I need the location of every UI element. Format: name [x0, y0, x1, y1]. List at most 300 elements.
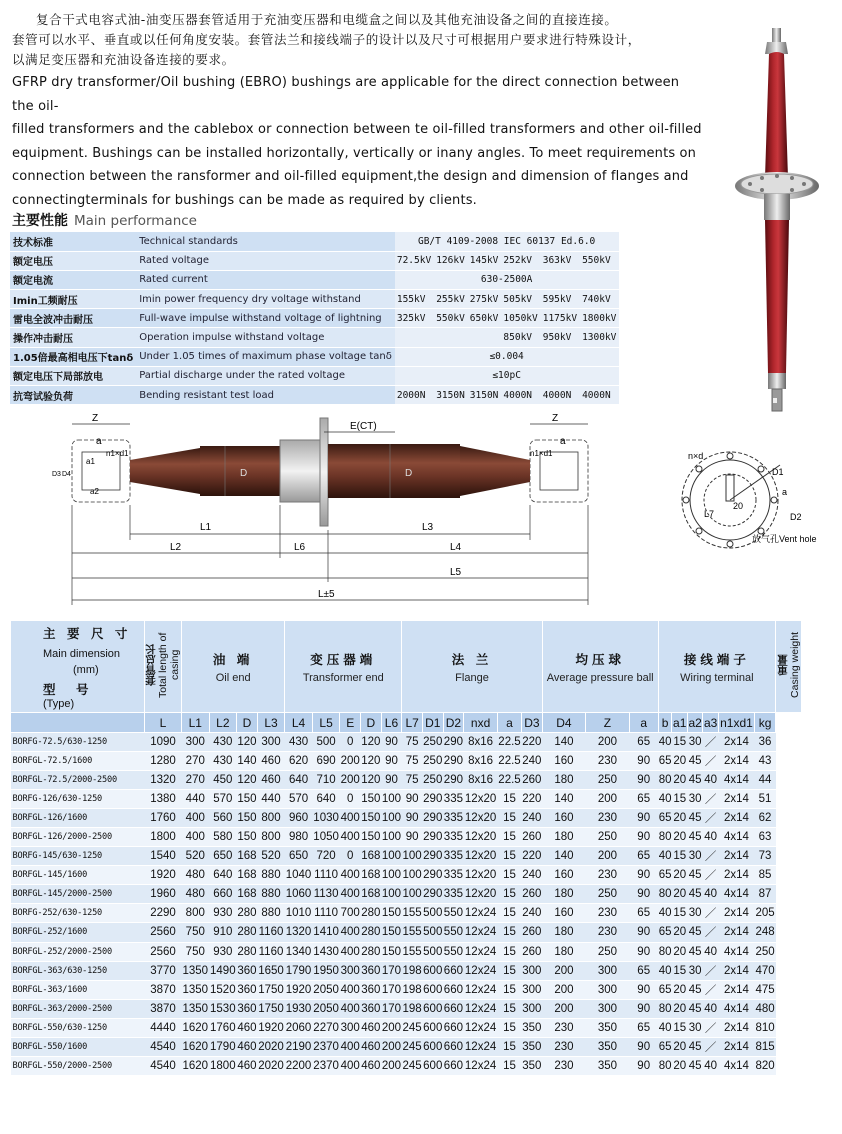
dimension-cell: 280	[237, 942, 258, 961]
dimension-cell: 150	[361, 790, 382, 809]
dimension-cell: 750	[182, 942, 210, 961]
performance-value: 650kV	[468, 309, 502, 328]
dimension-cell: 200	[542, 961, 586, 980]
column-header: D2	[443, 713, 464, 733]
dimension-cell: 4x14	[718, 999, 754, 1018]
dimension-cell: 245	[402, 1037, 423, 1056]
dimension-cell: 15	[497, 961, 521, 980]
dimension-cell: 1620	[182, 1037, 210, 1056]
dimension-cell: 930	[209, 904, 237, 923]
dimension-cell: 660	[443, 961, 464, 980]
dimension-cell: 300	[586, 999, 630, 1018]
performance-item-en: Bending resistant test load	[136, 386, 395, 405]
dimension-cell: 2020	[257, 1037, 285, 1056]
dimension-cell: 350	[522, 1018, 543, 1037]
dimension-cell: ／	[703, 866, 718, 885]
dimension-cell: 460	[361, 1018, 382, 1037]
dimension-cell: 335	[443, 828, 464, 847]
dimension-cell: 600	[422, 1056, 443, 1075]
performance-item-en: Rated current	[136, 270, 395, 289]
dimension-cell: 245	[402, 1018, 423, 1037]
dimension-cell: 65	[629, 847, 658, 866]
dimension-cell: 90	[629, 885, 658, 904]
dimension-cell: 290	[422, 866, 443, 885]
dimension-cell: 290	[443, 771, 464, 790]
dimension-cell: 200	[586, 847, 630, 866]
label-D3: D3	[52, 471, 61, 478]
dimension-cell: 230	[586, 923, 630, 942]
performance-value: 145kV	[468, 251, 502, 270]
dimension-cell: 85	[755, 866, 776, 885]
dimension-cell: 710	[312, 771, 340, 790]
column-header: L4	[285, 713, 313, 733]
dimension-cell: 65	[658, 1037, 672, 1056]
dimension-cell: 20	[672, 999, 687, 1018]
dimension-cell: 2050	[312, 999, 340, 1018]
dimension-cell: 1790	[209, 1037, 237, 1056]
bushing-dimension-drawing	[50, 410, 660, 615]
dimension-cell: 4x14	[718, 828, 754, 847]
dimension-cell: 290	[422, 828, 443, 847]
dimension-cell: 460	[237, 1018, 258, 1037]
performance-row	[10, 232, 619, 251]
intro-en-line: filled transformers and the cablebox or connection between te oil-filled transformers and other oil-filled	[12, 122, 702, 137]
dimension-cell: 12x24	[464, 999, 498, 1018]
column-header: L2	[209, 713, 237, 733]
dimension-cell: 930	[209, 942, 237, 961]
dimension-cell: 20	[672, 828, 687, 847]
dimension-cell: 20	[672, 885, 687, 904]
column-header: n1xd1	[718, 713, 754, 733]
dimension-cell: 12x20	[464, 866, 498, 885]
dimension-cell: 280	[361, 942, 382, 961]
dimension-cell: 640	[312, 790, 340, 809]
dimension-cell: 30	[687, 904, 702, 923]
dimension-cell: 1090	[145, 733, 182, 752]
dimension-cell: 40	[703, 1056, 718, 1075]
main-dimension-en: Main dimension	[43, 647, 121, 660]
performance-item-cn: Imin工频耐压	[10, 290, 136, 309]
dimension-cell: 200	[586, 790, 630, 809]
dimension-cell: 520	[257, 847, 285, 866]
dimension-cell: 300	[340, 961, 361, 980]
dimension-cell: ／	[703, 752, 718, 771]
type-cell: BORFGL-550/630-1250	[11, 1018, 145, 1037]
label-L1: L1	[200, 522, 212, 533]
dimension-cell: 198	[402, 961, 423, 980]
dimension-cell: 15	[497, 942, 521, 961]
dimension-cell: 300	[257, 733, 285, 752]
performance-value: 363kV	[541, 251, 580, 270]
dimension-cell: 350	[522, 1037, 543, 1056]
dimension-cell: 1160	[257, 942, 285, 961]
dimension-cell: 550	[443, 942, 464, 961]
table-row	[11, 771, 802, 790]
dimension-cell: 15	[672, 733, 687, 752]
performance-item-cn: 抗弯试验负荷	[10, 386, 136, 405]
flange-en: Flange	[455, 671, 489, 684]
column-header: L7	[402, 713, 423, 733]
dimension-cell: 1320	[285, 923, 313, 942]
column-header: a1	[672, 713, 687, 733]
performance-value: 1800kV	[580, 309, 619, 328]
table-row	[11, 999, 802, 1018]
dimension-cell: 200	[381, 1018, 402, 1037]
dimension-cell: 205	[755, 904, 776, 923]
dimension-cell: 90	[629, 1037, 658, 1056]
dimension-cell: 65	[629, 961, 658, 980]
table-row	[11, 809, 802, 828]
table-row	[11, 847, 802, 866]
dimension-cell: 430	[285, 733, 313, 752]
dimension-cell: 220	[522, 733, 543, 752]
dimension-cell: 15	[672, 790, 687, 809]
dimension-cell: 80	[658, 999, 672, 1018]
dimension-cell: 240	[522, 752, 543, 771]
dimension-cell: 168	[237, 847, 258, 866]
performance-item-cn: 操作冲击耐压	[10, 328, 136, 347]
dimension-cell: 100	[381, 790, 402, 809]
pressure-ball-header	[542, 621, 658, 713]
dimension-cell: 910	[209, 923, 237, 942]
flange-label-20: 20	[733, 501, 744, 511]
dimension-cell: ／	[703, 847, 718, 866]
label-L: L±5	[318, 589, 335, 600]
dimension-cell: 200	[381, 1056, 402, 1075]
dimension-cell: 20	[672, 1037, 687, 1056]
dimension-cell: 150	[237, 790, 258, 809]
dimension-cell: 170	[381, 961, 402, 980]
dimension-cell: 12x24	[464, 1056, 498, 1075]
dimension-cell: 1130	[312, 885, 340, 904]
dimension-cell: 230	[542, 1037, 586, 1056]
dimension-cell: 65	[629, 1018, 658, 1037]
dimension-cell: 45	[687, 942, 702, 961]
dimension-cell: 40	[703, 942, 718, 961]
dimension-cell: 2270	[312, 1018, 340, 1037]
dimension-cell: 12x24	[464, 942, 498, 961]
dimension-cell: 260	[522, 942, 543, 961]
dimension-cell: 1620	[182, 1056, 210, 1075]
performance-value: 1300kV	[580, 328, 619, 347]
dimension-cell: ／	[703, 790, 718, 809]
dimension-cell: 640	[209, 866, 237, 885]
dimension-cell: 270	[182, 752, 210, 771]
dimension-cell: ／	[703, 923, 718, 942]
dimension-cell: 260	[522, 885, 543, 904]
type-header-en: (Type)	[43, 697, 75, 710]
dimension-cell: 15	[497, 980, 521, 999]
dimension-cell: 360	[237, 999, 258, 1018]
dimension-cell: 1030	[312, 809, 340, 828]
flange-vent-hole-label: 放气孔Vent hole	[752, 534, 817, 544]
dimension-cell: 250	[422, 733, 443, 752]
dimension-cell: 40	[658, 847, 672, 866]
dimension-cell: 260	[522, 771, 543, 790]
dimension-cell: 90	[629, 999, 658, 1018]
dimension-cell: 2290	[145, 904, 182, 923]
column-header: a	[629, 713, 658, 733]
dimension-cell: 200	[586, 733, 630, 752]
column-header: L6	[381, 713, 402, 733]
dimension-cell: 400	[340, 1037, 361, 1056]
dimension-cell: ／	[703, 961, 718, 980]
dimension-cell: 1350	[182, 980, 210, 999]
dimension-cell: 140	[542, 847, 586, 866]
dimension-cell: 140	[542, 733, 586, 752]
dimension-cell: 250	[586, 942, 630, 961]
dimension-cell: 15	[497, 847, 521, 866]
type-cell: BORFGL-72.5/2000-2500	[11, 771, 145, 790]
dimension-cell: 200	[542, 999, 586, 1018]
dimension-cell: 80	[658, 828, 672, 847]
performance-item-cn: 额定电压下局部放电	[10, 366, 136, 385]
dimension-cell: 15	[497, 1056, 521, 1075]
dimension-cell: 2x14	[718, 980, 754, 999]
dimension-cell: 155	[402, 942, 423, 961]
label-L4: L4	[450, 542, 462, 553]
dimension-cell: 480	[182, 885, 210, 904]
dimension-cell: 1110	[312, 866, 340, 885]
dimension-cell: 460	[237, 1056, 258, 1075]
performance-value: 275kV	[468, 290, 502, 309]
oil-end-en: Oil end	[215, 671, 251, 684]
performance-value: 740kV	[580, 290, 619, 309]
dimension-cell: 63	[755, 828, 776, 847]
dimension-cell: 8x16	[464, 733, 498, 752]
dimension-cell: 87	[755, 885, 776, 904]
column-header: b	[658, 713, 672, 733]
flange-label-D1: D1	[772, 467, 784, 477]
dimension-cell: 570	[209, 790, 237, 809]
dimension-cell: 360	[237, 961, 258, 980]
dimension-cell: 2x14	[718, 1037, 754, 1056]
type-cell: BORFGL-252/2000-2500	[11, 942, 145, 961]
column-header: L1	[182, 713, 210, 733]
performance-value: 630-2500A	[395, 270, 620, 289]
dimension-cell: 0	[340, 733, 361, 752]
dimension-cell: 90	[629, 942, 658, 961]
dimension-cell: 335	[443, 790, 464, 809]
type-cell: BORFGL-363/2000-2500	[11, 999, 145, 1018]
dimension-cell: 1760	[209, 1018, 237, 1037]
dimension-cell: 15	[672, 961, 687, 980]
dimension-cell: 200	[340, 771, 361, 790]
dimension-cell: 810	[755, 1018, 776, 1037]
dimension-cell: 660	[443, 1056, 464, 1075]
performance-title-cn: 主要性能	[12, 213, 68, 229]
oil-end-cn: 油 端	[212, 652, 254, 667]
dimension-cell: 280	[237, 904, 258, 923]
dimension-cell: 150	[237, 828, 258, 847]
dimension-cell: 4x14	[718, 1056, 754, 1075]
dimension-cell: 2x14	[718, 847, 754, 866]
dimension-cell: 980	[285, 828, 313, 847]
performance-item-en: Operation impulse withstand voltage	[136, 328, 395, 347]
dimension-cell: 290	[422, 847, 443, 866]
dimension-cell: 600	[422, 999, 443, 1018]
dimension-cell: 43	[755, 752, 776, 771]
dimension-cell: 15	[497, 1018, 521, 1037]
performance-value: 3150N	[434, 386, 468, 405]
dimension-cell: 45	[687, 752, 702, 771]
dimension-cell: 2x14	[718, 866, 754, 885]
dimension-cell: 290	[422, 885, 443, 904]
performance-value: 550kV	[434, 309, 468, 328]
label-L5: L5	[450, 567, 462, 578]
dimension-cell: 660	[209, 885, 237, 904]
flange-label-nxd: n×d	[688, 451, 704, 461]
dimension-cell: 300	[522, 980, 543, 999]
dimension-cell: 15	[497, 866, 521, 885]
performance-value: 850kV	[501, 328, 540, 347]
performance-item-en: Partial discharge under the rated voltage	[136, 366, 395, 385]
table-row	[11, 733, 802, 752]
dimension-cell: 550	[443, 904, 464, 923]
dimension-cell: 15	[497, 1037, 521, 1056]
performance-value: 325kV	[395, 309, 434, 328]
dimension-cell: 230	[542, 1018, 586, 1037]
dimension-cell: 15	[672, 847, 687, 866]
dimension-cell: 400	[182, 809, 210, 828]
flange-label-L7: L7	[704, 509, 715, 519]
dimension-cell: 120	[361, 733, 382, 752]
type-cell: BORFG-145/630-1250	[11, 847, 145, 866]
weight-en: Casing weight	[788, 632, 801, 698]
dimension-cell: 360	[361, 961, 382, 980]
dimension-cell: 400	[340, 828, 361, 847]
dimension-cell: 3770	[145, 961, 182, 980]
dimension-cell: 220	[522, 790, 543, 809]
dimension-cell: 400	[340, 942, 361, 961]
dimension-cell: 150	[381, 923, 402, 942]
dimension-cell: 350	[522, 1056, 543, 1075]
performance-value: 4000N	[541, 386, 580, 405]
dimension-cell: 520	[182, 847, 210, 866]
dimension-cell: 40	[658, 904, 672, 923]
dimension-cell: 100	[381, 828, 402, 847]
dimension-cell: 1320	[145, 771, 182, 790]
total-length-header	[145, 621, 182, 713]
dimension-cell: 40	[658, 733, 672, 752]
dimension-cell: 1280	[145, 752, 182, 771]
dimension-cell: 90	[402, 809, 423, 828]
dimension-cell: 12x24	[464, 980, 498, 999]
dimension-cell: 1350	[182, 999, 210, 1018]
intro-en-line: equipment. Bushings can be installed horizontally, vertically or inany angles. To meet requirements on	[12, 145, 697, 161]
type-header-cn: 型 号	[43, 682, 93, 697]
dimension-cell: 1800	[209, 1056, 237, 1075]
dimension-cell: 65	[658, 980, 672, 999]
dimension-cell: 4x14	[718, 942, 754, 961]
dimension-cell: 2x14	[718, 904, 754, 923]
label-ECT: E(CT)	[350, 421, 377, 432]
dimension-cell: 260	[522, 923, 543, 942]
performance-item-cn: 额定电压	[10, 251, 136, 270]
performance-value: 252kV	[501, 251, 540, 270]
label-L6: L6	[294, 542, 306, 553]
dimension-cell: 500	[422, 923, 443, 942]
dimension-cell: 200	[381, 1037, 402, 1056]
dimension-cell: 45	[687, 923, 702, 942]
type-subheader-blank	[11, 713, 145, 733]
dimension-cell: 2x14	[718, 809, 754, 828]
performance-value: 4000N	[580, 386, 619, 405]
performance-value	[434, 328, 468, 347]
performance-item-en: Under 1.05 times of maximum phase voltage tanδ	[136, 347, 395, 366]
dimension-cell: 44	[755, 771, 776, 790]
dimension-cell: 4540	[145, 1056, 182, 1075]
dimension-cell: 1010	[285, 904, 313, 923]
dimension-cell: 1920	[257, 1018, 285, 1037]
dimension-cell: 80	[658, 1056, 672, 1075]
dimension-cell: 45	[687, 771, 702, 790]
transformer-end-cn: 变压器端	[310, 652, 377, 667]
dimension-cell: 1380	[145, 790, 182, 809]
dimension-cell: 230	[586, 809, 630, 828]
flange-label-a: a	[782, 487, 788, 497]
dimension-cell: 640	[285, 771, 313, 790]
type-cell: BORFGL-145/1600	[11, 866, 145, 885]
dimension-cell: 2370	[312, 1056, 340, 1075]
dimension-cell: 90	[629, 809, 658, 828]
dimension-cell: 36	[755, 733, 776, 752]
performance-row	[10, 251, 619, 270]
dimension-cell: 800	[257, 809, 285, 828]
dimension-cell: 1620	[182, 1018, 210, 1037]
dimension-cell: 350	[586, 1037, 630, 1056]
dimension-cell: 3870	[145, 999, 182, 1018]
wiring-terminal-en: Wiring terminal	[680, 671, 754, 684]
dimension-cell: 45	[687, 999, 702, 1018]
intro-cn-line: 复合干式电容式油-油变压器套管适用于充油变压器和电缆盒之间以及其他充油设备之间的直接连接。	[36, 12, 618, 27]
performance-item-cn: 雷电全波冲击耐压	[10, 309, 136, 328]
dimension-cell: ／	[703, 980, 718, 999]
dimension-cell: 155	[402, 923, 423, 942]
performance-row	[10, 366, 619, 385]
dimension-cell: 360	[237, 980, 258, 999]
performance-value: ≤10pC	[395, 366, 620, 385]
dimension-cell: 4x14	[718, 771, 754, 790]
dimension-cell: 65	[629, 904, 658, 923]
dimension-cell: 300	[182, 733, 210, 752]
dimension-cell: 12x20	[464, 790, 498, 809]
dimension-cell: 500	[422, 942, 443, 961]
dimension-cell: 45	[687, 1056, 702, 1075]
dimension-cell: 600	[422, 1037, 443, 1056]
dimension-cell: 2x14	[718, 752, 754, 771]
label-a-right: a	[560, 436, 566, 447]
dimension-cell: 65	[658, 752, 672, 771]
dimension-cell: 80	[658, 942, 672, 961]
table-row	[11, 923, 802, 942]
dimension-cell: 65	[658, 866, 672, 885]
dimension-cell: 75	[402, 752, 423, 771]
dimension-cell: ／	[703, 809, 718, 828]
weight-cn: 重量	[776, 654, 789, 676]
dimension-cell: 40	[703, 828, 718, 847]
dimension-cell: 198	[402, 980, 423, 999]
flange-label-D2: D2	[790, 512, 802, 522]
dimension-cell: 300	[522, 999, 543, 1018]
dimension-cell: 100	[381, 809, 402, 828]
dimension-cell: 290	[443, 752, 464, 771]
dimension-cell: 570	[285, 790, 313, 809]
intro-text	[12, 10, 702, 212]
table-row	[11, 866, 802, 885]
column-header: L3	[257, 713, 285, 733]
dimension-cell: 2050	[312, 980, 340, 999]
